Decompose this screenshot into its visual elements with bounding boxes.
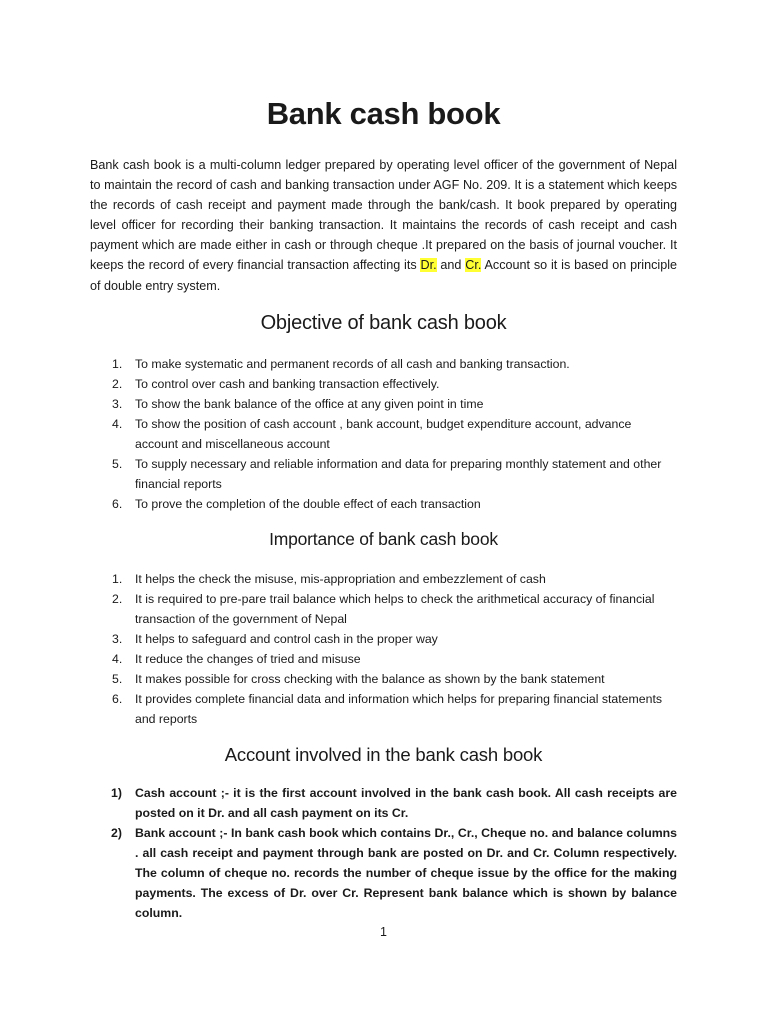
importance-heading: Importance of bank cash book — [269, 529, 498, 549]
list-item — [90, 374, 677, 394]
list-item — [90, 394, 677, 414]
list-item — [90, 823, 677, 923]
objective-heading: Objective of bank cash book — [260, 312, 507, 334]
list-item-text: It reduce the changes of tried and misuse — [135, 652, 361, 666]
list-item-number: 1. — [112, 357, 123, 371]
list-item — [90, 783, 677, 823]
list-item-text: To make systematic and permanent records of all cash and banking transaction. — [135, 357, 570, 371]
intro-and: and — [436, 258, 466, 273]
list-item-number: 2) — [111, 826, 122, 840]
list-item-number: 5. — [112, 672, 123, 686]
list-item — [90, 494, 677, 514]
objective-list — [90, 354, 677, 514]
list-item-number: 2. — [112, 377, 123, 391]
list-item — [90, 589, 677, 629]
list-item-text: It makes possible for cross checking with the balance as shown by the bank statement — [135, 672, 605, 686]
list-item-number: 4. — [112, 652, 123, 666]
list-item — [90, 689, 677, 729]
list-item-text: To prove the completion of the double effect of each transaction — [135, 497, 481, 511]
importance-list — [90, 569, 677, 729]
intro-text-1: Bank cash book is a multi-column ledger prepared by operating level officer of the government of Nepal to maintain the record of cash and banking transaction under AGF No. 209. It is a statement which keeps the records of cash receipt and payment made through the bank/cash. It book prepared by operating level officer for recording their banking transaction. It maintains the records of cash receipt and cash payment which are made either in cash or through cheque .It prepared on the basis of journal voucher. It keeps the record of every financial transaction affecting its — [90, 158, 677, 273]
intro-text-2: Account so it is based on principle of double entry system. — [90, 258, 677, 293]
list-item-text: It provides complete financial data and information which helps for preparing financial statements and reports — [135, 692, 663, 726]
list-item-number: 4. — [112, 417, 123, 431]
list-item — [90, 629, 677, 649]
list-item-text: To control over cash and banking transaction effectively. — [135, 377, 440, 391]
page-title: Bank cash book — [266, 96, 501, 131]
list-item-text: To show the position of cash account , bank account, budget expenditure account, advance account and miscellaneous account — [135, 417, 632, 451]
list-item — [90, 454, 677, 494]
dr-highlight: Dr. — [420, 258, 437, 273]
list-item-number: 2. — [112, 592, 123, 606]
page-number: 1 — [380, 925, 387, 939]
list-item — [90, 649, 677, 669]
list-item-text: It helps to safeguard and control cash in the proper way — [135, 632, 438, 646]
list-item — [90, 669, 677, 689]
list-item-text: To supply necessary and reliable information and data for preparing monthly statement and other financial reports — [135, 457, 662, 491]
list-item-number: 1. — [112, 572, 123, 586]
list-item-text: It is required to pre-pare trail balance which helps to check the arithmetical accuracy of financial transaction of the government of Nepal — [135, 592, 655, 626]
list-item-number: 5. — [112, 457, 123, 471]
list-item — [90, 414, 677, 454]
list-item-number: 6. — [112, 497, 123, 511]
list-item — [90, 354, 677, 374]
intro-paragraph — [90, 155, 677, 296]
list-item-number: 6. — [112, 692, 123, 706]
list-item-text: Cash account ;- it is the first account involved in the bank cash book. All cash receipts are posted on it Dr. and all cash payment on its Cr. — [135, 786, 677, 820]
cr-highlight: Cr. — [465, 258, 482, 273]
accounts-list — [90, 783, 677, 923]
list-item-text: Bank account ;- In bank cash book which contains Dr., Cr., Cheque no. and balance columns . all cash receipt and payment through bank are posted on Dr. and Cr. Column respectively. The column of cheque no. records the number of cheque issue by the office for the making payments. The excess of Dr. over Cr. Represent bank balance which is shown by balance column. — [135, 826, 677, 920]
list-item-number: 3. — [112, 632, 123, 646]
list-item — [90, 569, 677, 589]
list-item-number: 3. — [112, 397, 123, 411]
list-item-text: To show the bank balance of the office at any given point in time — [135, 397, 484, 411]
accounts-heading: Account involved in the bank cash book — [224, 744, 543, 765]
list-item-number: 1) — [111, 786, 122, 800]
list-item-text: It helps the check the misuse, mis-appropriation and embezzlement of cash — [135, 572, 546, 586]
